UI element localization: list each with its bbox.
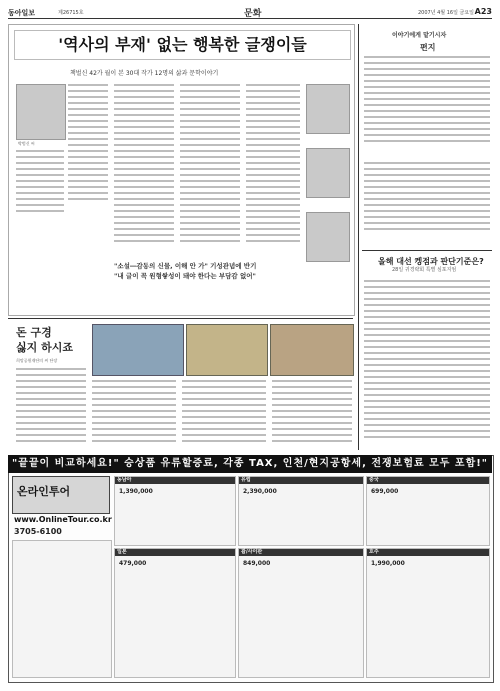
- lower-article-col-2: [182, 380, 266, 450]
- ad-cell-price: 2,390,000: [243, 488, 277, 495]
- ad-cell-price: 479,000: [119, 560, 147, 567]
- ad-cell-3: [366, 476, 490, 546]
- ad-cell-head: 중국: [367, 477, 489, 484]
- obituary-title-1: 돈 구경: [16, 326, 52, 339]
- page-number: A23: [474, 7, 492, 16]
- ad-cell-head: 호주: [367, 549, 489, 556]
- pull-quote-1: "소설―감동의 신물, 이해 안 가" 기성관념에 반기: [114, 262, 257, 270]
- obituary-title-2: 싫지 하시죠: [16, 341, 73, 354]
- ad-url[interactable]: www.OnlineTour.co.kr: [14, 515, 112, 524]
- lower-article-col-3: [272, 380, 352, 450]
- sidebar-text-block: [68, 84, 108, 224]
- ad-cell-5: [238, 548, 364, 678]
- ad-cell-price: 1,990,000: [371, 560, 405, 567]
- author-portrait-left: [16, 84, 66, 140]
- lead-body-column-3: [246, 84, 300, 254]
- feature-subtitle: 28일 귀경략회 특별 심포지엄: [392, 267, 457, 273]
- lead-body-column-1: [114, 84, 174, 254]
- banknote-image-3: [270, 324, 354, 376]
- right-column-title: 이야기에게 맡기시자: [392, 32, 447, 39]
- feature-title: 올해 대선 켕점과 판단기준은?: [378, 257, 484, 266]
- banknote-image-1: [92, 324, 184, 376]
- right-column-subtitle: 편지: [420, 43, 436, 52]
- masthead: [8, 6, 492, 19]
- lead-subhead: 책벌신 42가 월이 본 30대 작가 12명의 삶과 문학이야기: [70, 70, 219, 77]
- section-title: 문화: [244, 9, 262, 19]
- ad-cell-price: 699,000: [371, 488, 399, 495]
- author-portrait-right-1: [306, 84, 350, 134]
- author-portrait-right-3: [306, 212, 350, 262]
- lower-article-col-1: [92, 380, 176, 450]
- ad-cell-price: 849,000: [243, 560, 271, 567]
- ad-cell-1: [114, 476, 236, 546]
- divider-lower-left: [8, 318, 353, 319]
- ad-cell-head: 괌/사이판: [239, 549, 363, 556]
- author-portrait-right-2: [306, 148, 350, 198]
- obituary-body: [16, 368, 86, 448]
- portrait-caption: 박범신 씨: [18, 141, 35, 146]
- publication-date: 2007년 4월 16일 금요일: [417, 10, 474, 16]
- banknote-image-2: [186, 324, 268, 376]
- obituary-byline: 희망공원재단의 씨 단장: [16, 358, 58, 363]
- ad-cell-left-lower: [12, 540, 112, 678]
- ad-logo: [12, 476, 110, 514]
- right-column-body-top: [364, 56, 490, 156]
- pull-quote-2: "내 글이 꼭 원형쌓성이 돼야 한다는 부담감 없어": [114, 272, 256, 280]
- ad-brand-name: 온라인투어: [17, 485, 71, 498]
- newspaper-name: 동아일보: [8, 9, 36, 17]
- ad-phone: 3705-6100: [14, 527, 62, 536]
- right-column-body-bottom: [364, 280, 490, 448]
- ad-cell-6: [366, 548, 490, 678]
- ad-cell-price: 1,390,000: [119, 488, 153, 495]
- lead-body-column-2: [180, 84, 240, 254]
- right-column-divider: [362, 250, 492, 251]
- right-column-rule: [358, 24, 359, 450]
- sidebar-text-block-lower: [16, 150, 64, 230]
- ad-cell-head: 동남아: [115, 477, 235, 484]
- lead-headline: '역사의 부재' 없는 행복한 글쟁이들: [14, 30, 351, 60]
- ad-banner: "끝끝이 비교하세요!" 승상품 유류할증료, 각종 TAX, 인천/현지공항세, 전쟁보험료 모두 포함!": [8, 455, 492, 473]
- ad-cell-head: 일본: [115, 549, 235, 556]
- right-column-body-mid: [364, 162, 490, 242]
- issue-number: 제26715호: [58, 10, 84, 16]
- ad-cell-4: [114, 548, 236, 678]
- ad-cell-2: [238, 476, 364, 546]
- ad-cell-head: 유럽: [239, 477, 363, 484]
